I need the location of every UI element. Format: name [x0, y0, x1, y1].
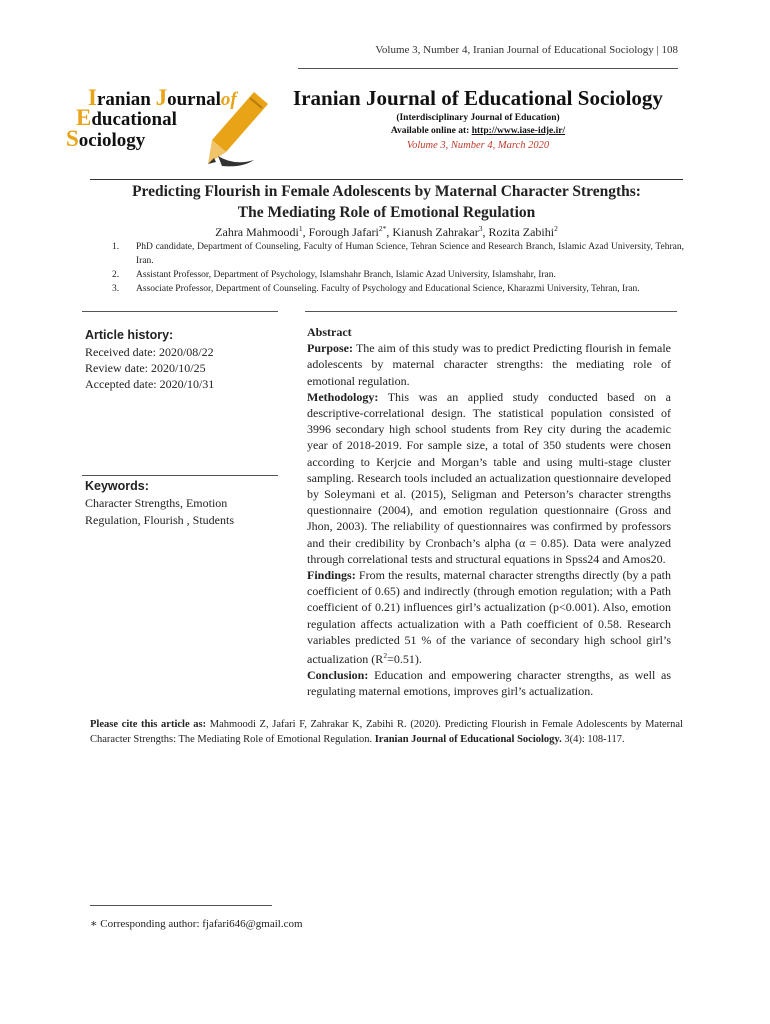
affiliation-item: 1. PhD candidate, Department of Counseling, Faculty of Human Science, Tehran Science and Research Branch, Islamic Azad University, Tehran, Iran. — [112, 242, 684, 266]
footnote-rule — [90, 905, 272, 906]
review-date: Review date: 2020/10/25 — [85, 361, 206, 375]
abstract-findings: Findings: From the results, maternal character strengths directly (by a path coefficient of 0.65) and indirectly (through emotion regulation; with a Path coefficient of 0.21) influences girl’s actualization (p<0.001). Also, emotion regulation affects actualization with a Path coefficient of 0.58. Research variables predicted 51 % of the variance of secondary high school girl’s actualization $(R^2=0.51)$. — [307, 568, 671, 667]
author: Rozita Zabihi — [488, 225, 555, 239]
journal-volume: Volume 3, Number 4, March 2020 — [406, 140, 550, 151]
pencil-logo-icon — [204, 86, 274, 170]
affiliations — [112, 240, 684, 296]
history-heading: Article history: — [85, 328, 174, 342]
affiliation-item: 2. Assistant Professor, Department of Psychology, Islamshahr Branch, Islamic Azad University, Islamshahr, Iran. — [112, 270, 556, 280]
article-history — [85, 327, 280, 392]
affiliation-item: 3. Associate Professor, Department of Counseling. Faculty of Psychology and Educational Science, Kharazmi University, Tehran, Iran. — [112, 284, 640, 294]
logo-line-1: Iranian Journalof — [88, 85, 237, 110]
author-list: Zahra Mahmoodi$^1$, Forough Jafari$^{2*}$, Kianush Zahrakar$^3$, Rozita Zabihi$^2$ — [215, 224, 558, 239]
running-head-rule — [298, 68, 678, 69]
journal-logo — [66, 84, 276, 174]
journal-title: Iranian Journal of Educational Sociology — [293, 86, 663, 110]
logo-line-3: Sociology — [66, 126, 146, 151]
sidebar-top-rule — [82, 311, 278, 312]
abstract-purpose: Purpose: The aim of this study was to predict Predicting flourish in female adolescents by maternal character strengths: the mediating role of emotional regulation. — [307, 341, 671, 388]
paper-title: Predicting Flourish in Female Adolescents by Maternal Character Strengths: The Mediating Role of Emotional Regulation — [132, 183, 641, 221]
running-head: Volume 3, Number 4, Iranian Journal of Educational Sociology | 108 — [375, 44, 678, 56]
journal-availability: Available online at: http://www.iase-idje.ir/ — [390, 126, 566, 136]
citation-block: Please cite this article as: Mahmoodi Z, Jafari F, Zahrakar K, Zabihi R. (2020). Predicting Flourish in Female Adolescents by Maternal Character Strengths: The Mediating Role of Emotional Regulation. Iranian Journal of Educational Sociology. 3(4): 108-117. — [90, 719, 683, 745]
corresponding-author-footnote: ∗ Corresponding author: fjafari646@gmail.com — [90, 918, 303, 930]
received-date: Received date: 2020/08/22 — [85, 345, 214, 359]
abstract-conclusion: Conclusion: Education and empowering character strengths, as well as regulating maternal emotions, improves girl’s actualization. — [307, 668, 671, 699]
keywords-rule — [82, 475, 278, 476]
author: Kianush Zahrakar — [392, 225, 479, 239]
keywords-block — [85, 478, 275, 529]
logo-line-2: Educational — [76, 105, 177, 130]
abstract-top-rule — [305, 311, 677, 312]
author: Forough Jafari — [308, 225, 379, 239]
journal-url-link[interactable]: http://www.iase-idje.ir/ — [471, 126, 566, 136]
abstract-heading: Abstract — [307, 325, 352, 339]
keywords-text: Character Strengths, Emotion Regulation, Flourish , Students — [85, 496, 235, 527]
author: Zahra Mahmoodi — [215, 225, 299, 239]
title-rule — [90, 179, 683, 180]
journal-subtitle: (Interdisciplinary Journal of Education) — [396, 113, 560, 123]
abstract-block — [307, 324, 671, 700]
accepted-date: Accepted date: 2020/10/31 — [85, 377, 215, 391]
abstract-methodology: Methodology: This was an applied study conducted based on a descriptive-correlational design. The statistical population consisted of 3996 secondary high school students from Rey city during the academic year of 2018-2019. For sample size, a total of 350 students were chosen according to Kerjcie and Morgan’s table and using multi-stage cluster sampling. Research tools included an actualization questionnaire developed by Soleymani et al. (2015), Seligman and Peterson’s character strengths questionnaire (2004), and emotion regulation questionnaire (Gross and Jhon, 2003). The reliability of questionnaires was confirmed by professors and their credibility by Cronbach’s alpha (α = 0.85). Data were analyzed through correlational tests and structural equations in Spss24 and Amos20. — [307, 389, 671, 566]
keywords-heading: Keywords: — [85, 479, 149, 493]
